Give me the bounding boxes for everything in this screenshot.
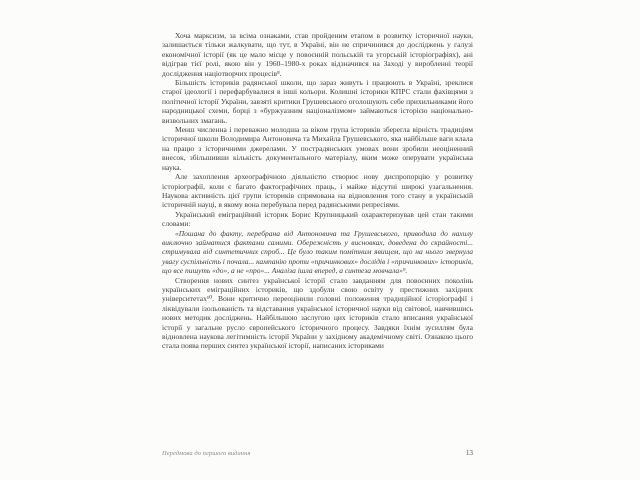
paragraph-emigre-syntheses: Створення нових синтез української історії стало завданням для повоєнних поколінь українських еміграційних істориків, що здобули свою освіту у престижних західних університетах¹⁰. Вони критично переоцінили головні положення традиційної історіографії і ліквідували ізольованість та відставання української історичної науки від світової, навчившись нових методик досліджень. Найбільшою заслугою цих істориків стало вписання української історії у загальне русло європейського історичного процесу. Завдяки їхнім зусиллям була відновлена наукова легітимність історії України у західному академічному світі. Ознакою цього стала поява перших синтез української історії, написаних істориками (162, 275, 473, 351)
block-quote-krupnytsky: «Пошана до факту, перебрана від Антоновича та Грушевського, приводила до нахилу виключно займатися фактами самими. Обережність у висновках, доведена до скрайності... стримувала від синтетичних спроб... Це було таким помітним явищем, що на нього звернула увагу суспільність і почала... кампанію проти «причинкових» дослідів і «причинкових» істориків, що все пишуть «до», а не «про»... Аналіза ішла вперед, а синтеза мовчала»⁹. (162, 228, 473, 276)
paragraph-younger-historians: Менш численна і переважно молодша за віком група істориків зберегла вірність традиціям історичної школи Володимира Антоновича та Михайла Грушевського, яка найбільше ваги клала на працю з історичними джерелами. У пострадянських умовах вони зробили неоціненний внесок, збільшивши кількість документального матеріалу, яким може оперувати українська наука. (162, 125, 473, 172)
paragraph-archeography: Але захоплення археографічною діяльністю створює нову диспропорцію у розвитку історіографії, коли є багато фактографічних праць, і майже відсутні широкі узагальнення. Наукова активність цієї групи істориків спрямована на відновлення того стану в українській історичній науці, в якому вона перебувала перед радянськими репресіями. (162, 172, 473, 210)
paragraph-soviet-school: Більшість істориків радянської школи, що зараз живуть і працюють в Україні, зреклися старої ідеології і перефарбувалися в інші кольори. Колишні історики КПРС стали фахівцями з політичної історії України, завзяті критики Грушевського оголошують себе прихильниками його народницької схеми, борці з «буржуазним націоналізмом» займаються історією національно-визвольних змагань. (162, 78, 473, 125)
running-footer-title: Передмова до першого видання (162, 450, 251, 457)
page-footer (162, 449, 473, 457)
page-body (162, 31, 473, 351)
paragraph-marxism: Хоча марксизм, за всіма ознаками, став пройденим етапом в розвитку історичної науки, залишається тільки жалкувати, що тут, в Україні, він не спричинився до досліджень у галузі економічної історії (як це мало місце у повоєнній польській та угорській історіографіях), ані відіграв тієї ролі, якою він у 1960–1980-х роках відзначився на Заході у виробленні теорії дослідження націотворчих процесів⁸. (162, 31, 473, 78)
page-number: 13 (465, 449, 473, 457)
paragraph-krupnytsky-intro: Український еміграційний історик Борис Крупницький охарактеризував цей стан такими словами: (162, 209, 473, 229)
